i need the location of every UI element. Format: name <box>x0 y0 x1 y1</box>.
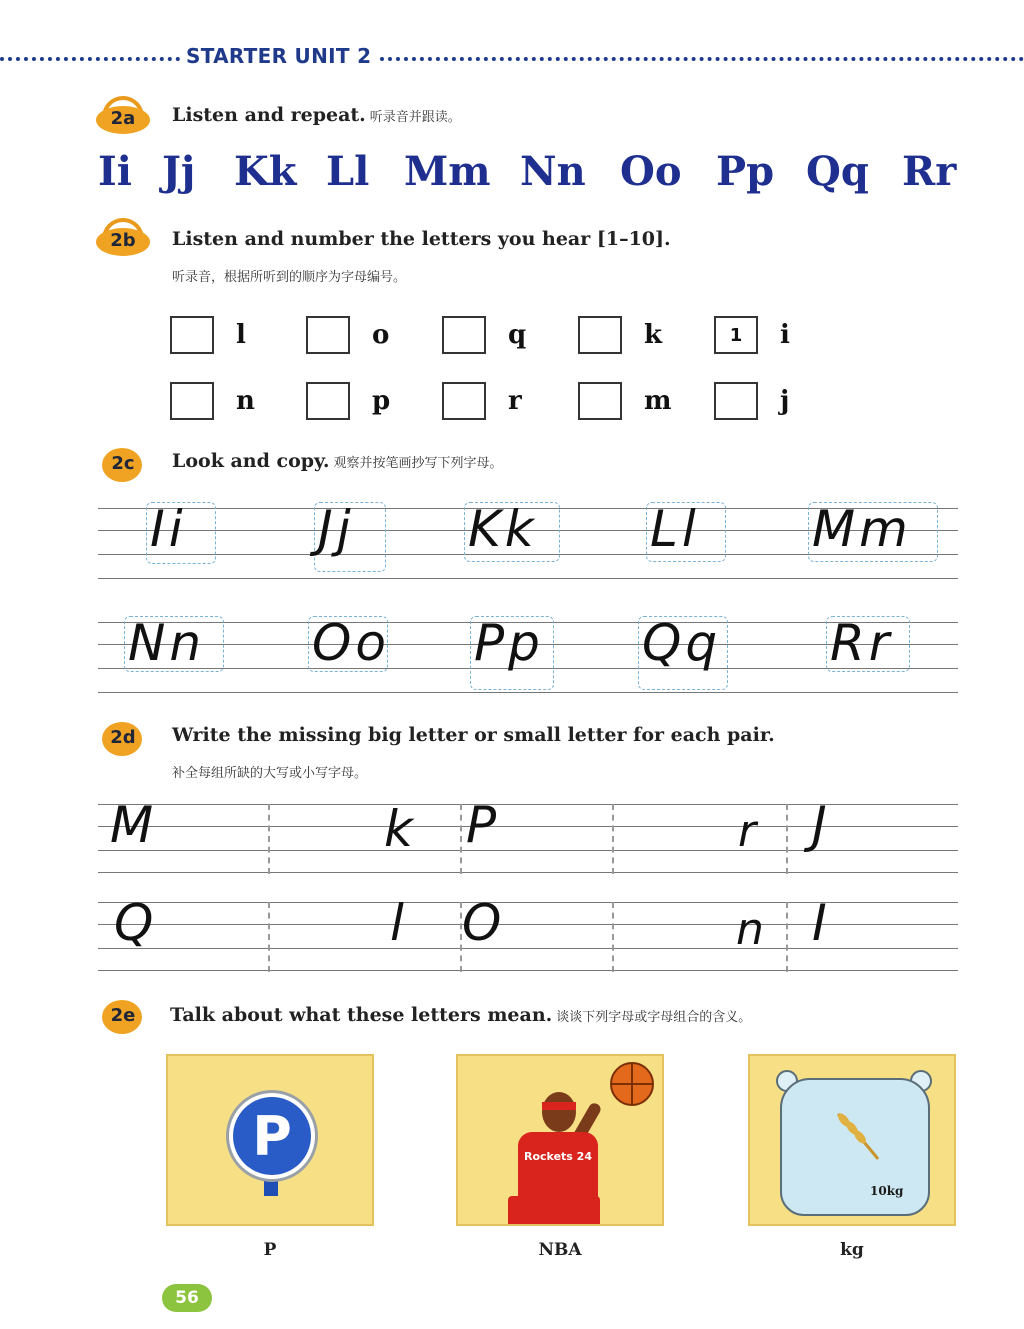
letter-pair: Qq <box>806 148 869 195</box>
given-letter: k <box>384 800 413 858</box>
instruction-cn: 谈谈下列字母或字母组合的含义。 <box>556 1010 752 1025</box>
wheat-icon <box>828 1104 888 1164</box>
box-letter: p <box>372 386 391 416</box>
answer-box-item[interactable] <box>578 316 662 354</box>
number-box[interactable] <box>442 316 486 354</box>
answer-box-item[interactable] <box>714 382 789 420</box>
player-jersey: Rockets 24 <box>518 1132 598 1202</box>
instruction-text: Listen and repeat. <box>172 104 366 126</box>
copy-model-letter: Nn <box>128 614 206 672</box>
given-letter: O <box>462 894 502 952</box>
section-tag: 2a <box>110 108 136 129</box>
letter-pair: Jj <box>162 148 196 195</box>
parking-sign-icon <box>226 1090 318 1182</box>
bag-weight-label: 10kg <box>870 1184 904 1198</box>
pair-divider <box>612 902 614 972</box>
section-tag: 2d <box>110 727 136 748</box>
answer-box-item[interactable] <box>442 316 526 354</box>
basketball-icon <box>610 1062 654 1106</box>
number-box[interactable] <box>306 382 350 420</box>
section-tag: 2c <box>111 453 135 474</box>
copy-model-letter: Pp <box>474 614 544 672</box>
answer-box-item[interactable] <box>714 316 790 354</box>
pair-divider <box>786 804 788 874</box>
box-letter: m <box>644 386 672 416</box>
copy-model-letter: Ll <box>650 500 700 558</box>
given-letter: I <box>812 894 827 952</box>
section-tag: 2e <box>110 1005 136 1026</box>
unit-title: STARTER UNIT 2 <box>186 44 372 68</box>
letter-pair: Rr <box>902 148 957 195</box>
box-letter: i <box>780 320 790 350</box>
write-lines-row-2[interactable] <box>98 902 958 974</box>
rice-bag-picture <box>748 1054 956 1226</box>
given-letter: Q <box>114 894 154 952</box>
section-2d-instruction: Write the missing big letter or small letter for each pair. <box>172 724 775 746</box>
number-box[interactable] <box>442 382 486 420</box>
section-2e-badge <box>96 996 150 1032</box>
box-letter: r <box>508 386 522 416</box>
copy-model-letter: Ii <box>150 500 187 558</box>
given-letter: M <box>110 796 154 854</box>
section-2c-instruction <box>172 450 503 472</box>
copy-model-letter: Qq <box>642 614 722 672</box>
header-dotted-rule-left <box>0 57 180 61</box>
section-2b-headphones-badge <box>96 218 150 254</box>
answer-box-item[interactable] <box>442 382 522 420</box>
parking-letter: P <box>233 1097 311 1175</box>
pair-divider <box>786 902 788 972</box>
copy-model-letter: Rr <box>830 614 894 672</box>
pair-divider <box>460 804 462 874</box>
section-2a-instruction <box>172 104 461 126</box>
write-lines-row-1[interactable] <box>98 804 958 876</box>
copy-model-letter: Kk <box>468 500 538 558</box>
given-letter: n <box>736 904 764 955</box>
pair-divider <box>612 804 614 874</box>
given-letter: r <box>738 806 757 857</box>
copy-model-letter: Jj <box>318 500 355 558</box>
box-letter: n <box>236 386 255 416</box>
letter-pair: Pp <box>716 148 775 195</box>
player-head <box>542 1092 576 1132</box>
letter-pair: Mm <box>404 148 491 195</box>
letter-pair: Ii <box>98 148 132 195</box>
number-box[interactable] <box>170 316 214 354</box>
picture-caption: NBA <box>538 1240 582 1260</box>
number-box[interactable] <box>714 382 758 420</box>
answer-box-item[interactable] <box>170 382 255 420</box>
section-2c-badge <box>96 444 150 480</box>
copy-model-letter: Mm <box>812 500 912 558</box>
letter-pair: Oo <box>620 148 682 195</box>
given-letter: P <box>466 796 497 854</box>
section-2d-badge <box>96 718 150 754</box>
answer-box-item[interactable] <box>306 316 389 354</box>
letter-pair: Ll <box>326 148 370 195</box>
page-number: 56 <box>162 1284 212 1312</box>
instruction-text: Talk about what these letters mean. <box>170 1004 553 1026</box>
number-box[interactable] <box>578 382 622 420</box>
pair-divider <box>268 902 270 972</box>
pair-divider <box>268 804 270 874</box>
letter-pair: Nn <box>520 148 586 195</box>
section-2b-instruction: Listen and number the letters you hear [1–10]. <box>172 228 671 250</box>
section-tag: 2b <box>110 230 136 251</box>
section-2a-headphones-badge <box>96 96 150 132</box>
number-box[interactable]: 1 <box>714 316 758 354</box>
number-box[interactable] <box>306 316 350 354</box>
section-2d-instruction-cn: 补全每组所缺的大写或小写字母。 <box>172 766 368 781</box>
answer-box-item[interactable] <box>578 382 672 420</box>
number-box[interactable] <box>170 382 214 420</box>
parking-sign-picture <box>166 1054 374 1226</box>
box-letter: l <box>236 320 246 350</box>
answer-box-item[interactable] <box>170 316 246 354</box>
section-2b-instruction-cn: 听录音，根据所听到的顺序为字母编号。 <box>172 270 407 285</box>
picture-caption: kg <box>840 1240 864 1260</box>
box-letter: k <box>644 320 663 350</box>
given-letter: l <box>390 894 404 952</box>
picture-caption: P <box>263 1240 277 1260</box>
header-dotted-rule-right <box>380 57 1024 61</box>
answer-box-item[interactable] <box>306 382 390 420</box>
basketball-player-picture <box>456 1054 664 1226</box>
instruction-cn: 观察并按笔画抄写下列字母。 <box>333 456 503 471</box>
instruction-cn: 听录音并跟读。 <box>369 110 461 125</box>
instruction-text: Look and copy. <box>172 450 330 472</box>
copy-model-letter: Oo <box>312 614 390 672</box>
number-box[interactable] <box>578 316 622 354</box>
section-2e-instruction <box>170 1004 751 1026</box>
given-letter: J <box>812 796 827 854</box>
box-letter: j <box>780 386 790 416</box>
letter-pairs-row <box>98 148 978 195</box>
letter-pair: Kk <box>234 148 297 195</box>
box-letter: o <box>372 320 390 350</box>
box-letter: q <box>508 320 527 350</box>
